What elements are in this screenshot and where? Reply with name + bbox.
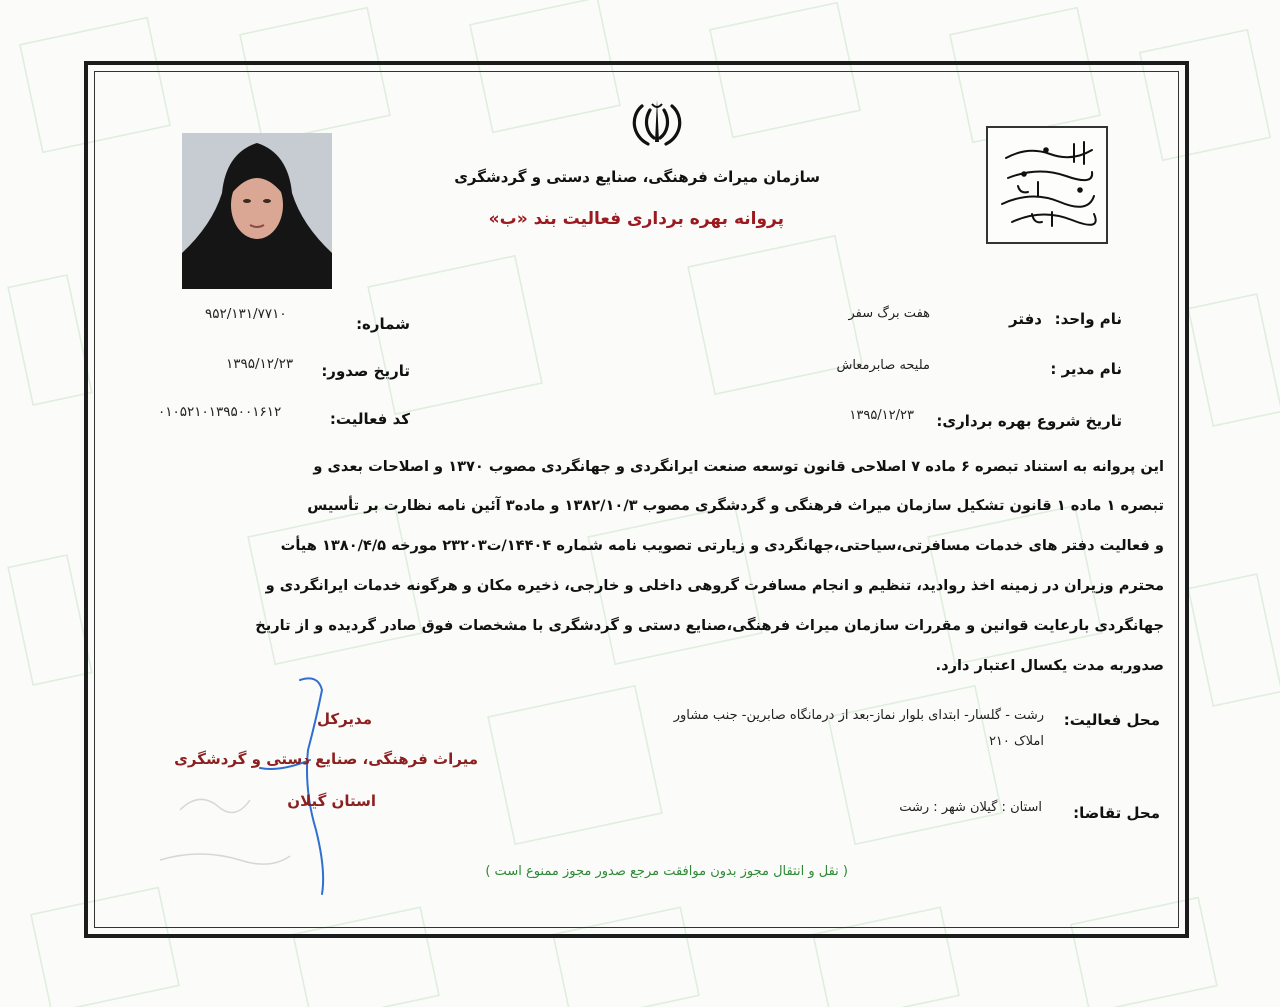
organization-name: سازمان میراث فرهنگی، صنایع دستی و گردشگری: [454, 168, 820, 186]
stamp-title: مدیرکل: [316, 710, 372, 728]
activity-code-value: ۰۱۰۵۲۱۰۱۳۹۵۰۰۱۶۱۲: [158, 404, 282, 420]
activity-location-label: محل فعالیت:: [1063, 711, 1160, 729]
body-line-5: جهانگردی بارعایت قوانین و مقررات سازمان میراث فرهنگی،صنایع دستی و گردشگری با مشخصات فوق صادر گردیده و از تاریخ: [255, 617, 1164, 634]
signature-drawing: [140, 660, 440, 920]
activity-code-label: کد فعالیت:: [329, 410, 410, 428]
body-line-1: این پروانه به استناد تبصره ۶ ماده ۷ اصلاحی قانون توسعه صنعت ایرانگردی و جهانگردی مصوب ۱۳۷۰ و اصلاحات بعدی و: [313, 458, 1164, 475]
manager-name-value: ملیحه صابرمعاش: [836, 358, 930, 373]
transfer-prohibition-note: ( نقل و انتقال مجوز بدون موافقت مرجع صدور مجوز ممنوع است ): [485, 864, 848, 879]
start-date-label: تاریخ شروع بهره برداری:: [936, 412, 1122, 430]
organization-seal-logo: [986, 126, 1108, 244]
request-location-value: استان : گیلان شهر : رشت: [899, 800, 1042, 815]
body-line-6: صدوربه مدت یکسال اعتبار دارد.: [935, 657, 1164, 674]
body-line-2: تبصره ۱ ماده ۱ قانون تشکیل سازمان میراث فرهنگی و گردشگری مصوب ۱۳۸۲/۱۰/۳ و ماده۳ آئین نامه نظارت بر تأسیس: [307, 497, 1164, 514]
start-date-value: ۱۳۹۵/۱۲/۲۳: [849, 408, 914, 423]
issue-date-label: تاریخ صدور:: [321, 362, 410, 380]
body-line-3: و فعالیت دفتر های خدمات مسافرتی،سیاحتی،جهانگردی و زیارتی تصویب نامه شماره ۱۴۴۰۴/ت۲۳۲۰۳ مورخه ۱۳۸۰/۴/۵ هیأت: [280, 537, 1164, 554]
iran-emblem-icon: [628, 98, 686, 148]
activity-location-line2: املاک ۲۱۰: [988, 734, 1044, 749]
body-line-4: محترم وزیران در زمینه اخذ روادید، تنظیم و انجام مسافرت گروهی داخلی و خارجی، ذخیره مکان و هرگونه خدمات ایرانگردی و: [265, 577, 1164, 594]
number-value: ۹۵۲/۱۳۱/۷۷۱۰: [205, 306, 287, 322]
unit-name-brand: هفت برگ سفر: [848, 306, 930, 321]
stamp-province: استان گیلان: [287, 792, 376, 810]
certificate-title: پروانه بهره برداری فعالیت بند «ب»: [488, 209, 784, 229]
issue-date-value: ۱۳۹۵/۱۲/۲۳: [226, 356, 294, 372]
unit-name-label: نام واحد:: [1054, 310, 1122, 328]
applicant-photo: [182, 133, 332, 289]
number-label: شماره:: [356, 315, 410, 333]
activity-location-line1: رشت - گلسار- ابتدای بلوار نماز-بعد از درمانگاه صابرین- جنب مشاور: [673, 708, 1044, 723]
stamp-organization: میراث فرهنگی، صنایع دستی و گردشگری: [174, 750, 478, 768]
unit-name-value: دفتر: [1009, 310, 1042, 328]
request-location-label: محل تقاضا:: [1073, 804, 1160, 822]
manager-name-label: نام مدیر :: [1050, 360, 1122, 378]
